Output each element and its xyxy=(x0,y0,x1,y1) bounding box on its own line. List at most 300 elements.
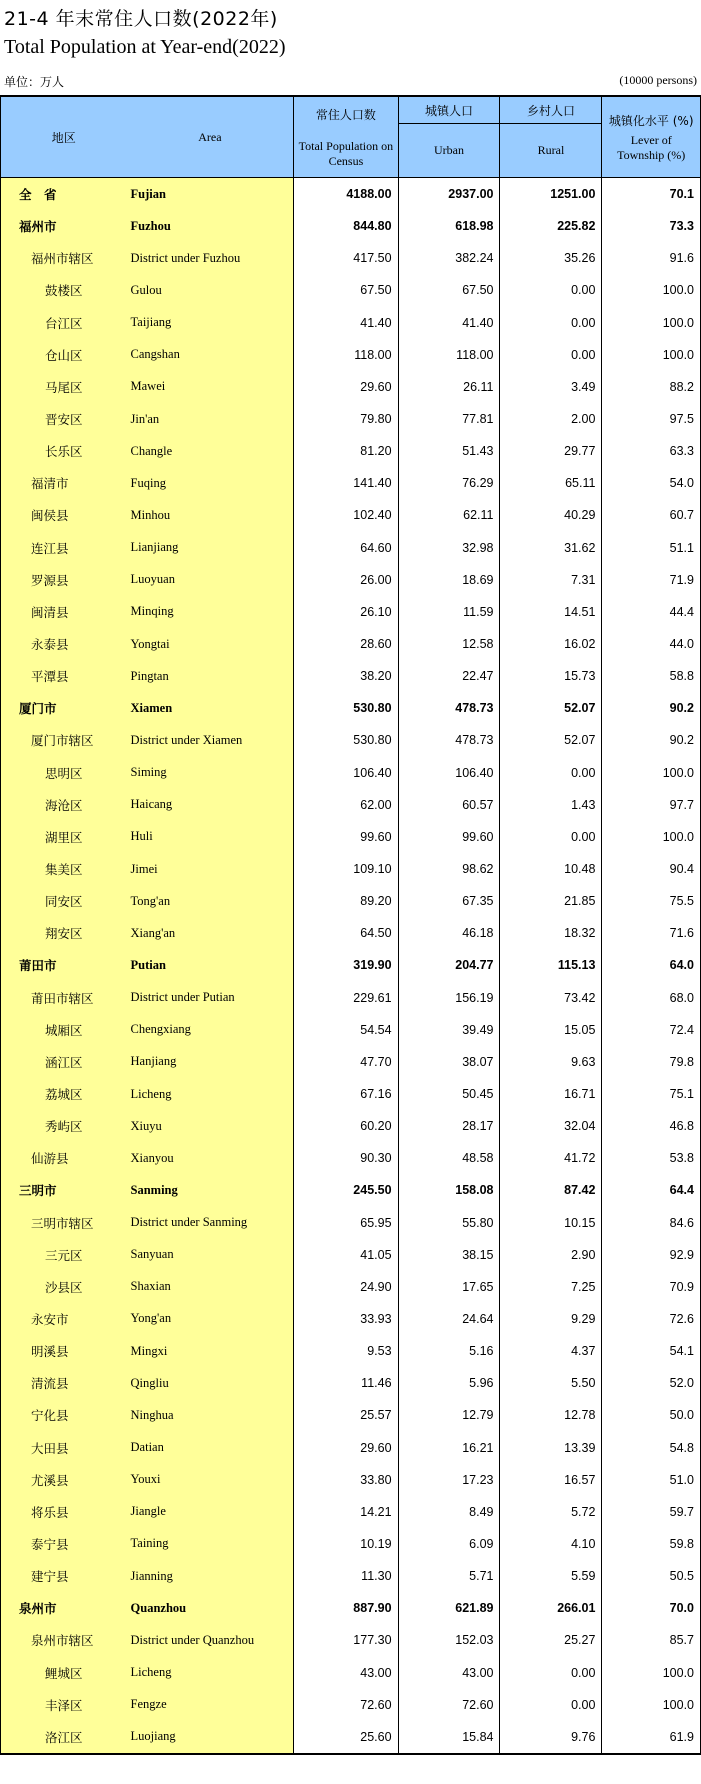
rural-population-cell: 52.07 xyxy=(500,724,602,756)
region-name-cn: 泰宁县 xyxy=(1,1528,127,1560)
rural-population-cell: 115.13 xyxy=(500,949,602,981)
rural-population-cell: 65.11 xyxy=(500,467,602,499)
table-row xyxy=(1,821,701,853)
township-level-cell: 84.6 xyxy=(602,1207,701,1239)
township-level-cell: 51.0 xyxy=(602,1464,701,1496)
table-row xyxy=(1,1656,701,1688)
table-row xyxy=(1,1207,701,1239)
region-name-cn: 荔城区 xyxy=(1,1078,127,1110)
township-level-cell: 44.0 xyxy=(602,628,701,660)
township-level-cell: 71.9 xyxy=(602,564,701,596)
region-name-cn: 明溪县 xyxy=(1,1335,127,1367)
total-population-cell: 26.10 xyxy=(294,596,398,628)
rural-population-cell: 41.72 xyxy=(500,1142,602,1174)
township-level-cell: 63.3 xyxy=(602,435,701,467)
urban-population-cell: 152.03 xyxy=(398,1624,500,1656)
rural-population-cell: 9.63 xyxy=(500,1046,602,1078)
total-population-cell: 65.95 xyxy=(294,1207,398,1239)
total-population-cell: 33.80 xyxy=(294,1464,398,1496)
total-population-cell: 89.20 xyxy=(294,885,398,917)
rural-population-cell: 0.00 xyxy=(500,821,602,853)
urban-population-cell: 60.57 xyxy=(398,789,500,821)
total-population-cell: 38.20 xyxy=(294,660,398,692)
urban-population-cell: 43.00 xyxy=(398,1656,500,1688)
rural-population-cell: 5.50 xyxy=(500,1367,602,1399)
header-urban-cn: 城镇人口 xyxy=(398,96,500,124)
urban-population-cell: 18.69 xyxy=(398,564,500,596)
township-level-cell: 59.7 xyxy=(602,1496,701,1528)
rural-population-cell: 0.00 xyxy=(500,757,602,789)
urban-population-cell: 48.58 xyxy=(398,1142,500,1174)
total-population-cell: 29.60 xyxy=(294,371,398,403)
total-population-cell: 41.40 xyxy=(294,307,398,339)
township-level-cell: 85.7 xyxy=(602,1624,701,1656)
region-name-cn: 城厢区 xyxy=(1,1014,127,1046)
header-rural-en: Rural xyxy=(500,124,602,178)
urban-population-cell: 15.84 xyxy=(398,1721,500,1754)
urban-population-cell: 478.73 xyxy=(398,724,500,756)
region-name-en: Fuzhou xyxy=(127,210,294,242)
region-name-cn: 大田县 xyxy=(1,1431,127,1463)
urban-population-cell: 16.21 xyxy=(398,1431,500,1463)
township-level-cell: 50.5 xyxy=(602,1560,701,1592)
region-name-cn: 福清市 xyxy=(1,467,127,499)
urban-population-cell: 28.17 xyxy=(398,1110,500,1142)
urban-population-cell: 77.81 xyxy=(398,403,500,435)
total-population-cell: 4188.00 xyxy=(294,178,398,211)
region-name-en: Pingtan xyxy=(127,660,294,692)
region-name-cn: 湖里区 xyxy=(1,821,127,853)
township-level-cell: 70.0 xyxy=(602,1592,701,1624)
header-urban-en: Urban xyxy=(398,124,500,178)
township-level-cell: 75.1 xyxy=(602,1078,701,1110)
urban-population-cell: 67.35 xyxy=(398,885,500,917)
rural-population-cell: 13.39 xyxy=(500,1431,602,1463)
region-name-en: Jiangle xyxy=(127,1496,294,1528)
urban-population-cell: 2937.00 xyxy=(398,178,500,211)
region-name-cn: 沙县区 xyxy=(1,1271,127,1303)
region-name-cn: 台江区 xyxy=(1,307,127,339)
urban-population-cell: 204.77 xyxy=(398,949,500,981)
rural-population-cell: 52.07 xyxy=(500,692,602,724)
total-population-cell: 47.70 xyxy=(294,1046,398,1078)
table-row xyxy=(1,210,701,242)
urban-population-cell: 12.58 xyxy=(398,628,500,660)
table-row xyxy=(1,274,701,306)
urban-population-cell: 51.43 xyxy=(398,435,500,467)
township-level-cell: 75.5 xyxy=(602,885,701,917)
rural-population-cell: 73.42 xyxy=(500,982,602,1014)
region-name-cn: 全 省 xyxy=(1,178,127,211)
table-row xyxy=(1,1335,701,1367)
rural-population-cell: 31.62 xyxy=(500,532,602,564)
table-row xyxy=(1,1592,701,1624)
township-level-cell: 68.0 xyxy=(602,982,701,1014)
township-level-cell: 64.0 xyxy=(602,949,701,981)
table-row xyxy=(1,1046,701,1078)
total-population-cell: 319.90 xyxy=(294,949,398,981)
urban-population-cell: 17.65 xyxy=(398,1271,500,1303)
table-row xyxy=(1,1624,701,1656)
rural-population-cell: 9.29 xyxy=(500,1303,602,1335)
urban-population-cell: 106.40 xyxy=(398,757,500,789)
header-level-en: Lever of Township (%) xyxy=(617,132,686,162)
urban-population-cell: 72.60 xyxy=(398,1689,500,1721)
region-name-cn: 连江县 xyxy=(1,532,127,564)
region-name-cn: 仓山区 xyxy=(1,339,127,371)
rural-population-cell: 225.82 xyxy=(500,210,602,242)
page-title-cn: 21-4 年末常住人口数(2022年) xyxy=(4,8,278,30)
region-name-en: Fujian xyxy=(127,178,294,211)
rural-population-cell: 7.31 xyxy=(500,564,602,596)
total-population-cell: 24.90 xyxy=(294,1271,398,1303)
urban-population-cell: 621.89 xyxy=(398,1592,500,1624)
urban-population-cell: 67.50 xyxy=(398,274,500,306)
table-row xyxy=(1,692,701,724)
region-name-cn: 罗源县 xyxy=(1,564,127,596)
total-population-cell: 417.50 xyxy=(294,242,398,274)
region-name-en: Putian xyxy=(127,949,294,981)
region-name-cn: 厦门市 xyxy=(1,692,127,724)
urban-population-cell: 478.73 xyxy=(398,692,500,724)
region-name-en: Jimei xyxy=(127,853,294,885)
total-population-cell: 25.60 xyxy=(294,1721,398,1754)
total-population-cell: 14.21 xyxy=(294,1496,398,1528)
table-row xyxy=(1,1721,701,1754)
urban-population-cell: 5.16 xyxy=(398,1335,500,1367)
region-name-en: Fuqing xyxy=(127,467,294,499)
rural-population-cell: 16.71 xyxy=(500,1078,602,1110)
region-name-cn: 莆田市 xyxy=(1,949,127,981)
header-region-cn: 地区 xyxy=(1,96,127,178)
region-name-en: Tong'an xyxy=(127,885,294,917)
rural-population-cell: 25.27 xyxy=(500,1624,602,1656)
rural-population-cell: 15.73 xyxy=(500,660,602,692)
total-population-cell: 29.60 xyxy=(294,1431,398,1463)
region-name-en: Haicang xyxy=(127,789,294,821)
township-level-cell: 71.6 xyxy=(602,917,701,949)
region-name-en: Chengxiang xyxy=(127,1014,294,1046)
urban-population-cell: 618.98 xyxy=(398,210,500,242)
region-name-cn: 宁化县 xyxy=(1,1399,127,1431)
region-name-cn: 尤溪县 xyxy=(1,1464,127,1496)
total-population-cell: 41.05 xyxy=(294,1239,398,1271)
urban-population-cell: 62.11 xyxy=(398,499,500,531)
township-level-cell: 70.1 xyxy=(602,178,701,211)
table-row xyxy=(1,853,701,885)
region-name-en: Youxi xyxy=(127,1464,294,1496)
table-row xyxy=(1,1174,701,1206)
township-level-cell: 88.2 xyxy=(602,371,701,403)
township-level-cell: 100.0 xyxy=(602,274,701,306)
region-name-en: Taining xyxy=(127,1528,294,1560)
rural-population-cell: 2.00 xyxy=(500,403,602,435)
total-population-cell: 11.46 xyxy=(294,1367,398,1399)
region-name-cn: 晋安区 xyxy=(1,403,127,435)
region-name-en: District under Putian xyxy=(127,982,294,1014)
rural-population-cell: 1251.00 xyxy=(500,178,602,211)
region-name-en: District under Quanzhou xyxy=(127,1624,294,1656)
urban-population-cell: 6.09 xyxy=(398,1528,500,1560)
region-name-cn: 莆田市辖区 xyxy=(1,982,127,1014)
urban-population-cell: 22.47 xyxy=(398,660,500,692)
rural-population-cell: 15.05 xyxy=(500,1014,602,1046)
total-population-cell: 229.61 xyxy=(294,982,398,1014)
table-row xyxy=(1,1560,701,1592)
region-name-cn: 闽清县 xyxy=(1,596,127,628)
urban-population-cell: 76.29 xyxy=(398,467,500,499)
region-name-cn: 鲤城区 xyxy=(1,1656,127,1688)
urban-population-cell: 99.60 xyxy=(398,821,500,853)
rural-population-cell: 87.42 xyxy=(500,1174,602,1206)
table-row xyxy=(1,1142,701,1174)
township-level-cell: 90.2 xyxy=(602,724,701,756)
total-population-cell: 102.40 xyxy=(294,499,398,531)
region-name-cn: 永泰县 xyxy=(1,628,127,660)
table-row xyxy=(1,724,701,756)
table-row xyxy=(1,628,701,660)
region-name-en: Xiamen xyxy=(127,692,294,724)
total-population-cell: 64.50 xyxy=(294,917,398,949)
urban-population-cell: 11.59 xyxy=(398,596,500,628)
total-population-cell: 72.60 xyxy=(294,1689,398,1721)
township-level-cell: 100.0 xyxy=(602,307,701,339)
urban-population-cell: 41.40 xyxy=(398,307,500,339)
township-level-cell: 61.9 xyxy=(602,1721,701,1754)
region-name-cn: 福州市辖区 xyxy=(1,242,127,274)
table-row xyxy=(1,499,701,531)
rural-population-cell: 40.29 xyxy=(500,499,602,531)
table-row xyxy=(1,339,701,371)
region-name-cn: 秀屿区 xyxy=(1,1110,127,1142)
township-level-cell: 52.0 xyxy=(602,1367,701,1399)
total-population-cell: 67.16 xyxy=(294,1078,398,1110)
table-row xyxy=(1,532,701,564)
region-name-en: Gulou xyxy=(127,274,294,306)
unit-label-en: (10000 persons) xyxy=(619,73,697,87)
table-row xyxy=(1,307,701,339)
township-level-cell: 97.7 xyxy=(602,789,701,821)
table-row xyxy=(1,1367,701,1399)
region-name-en: Jianning xyxy=(127,1560,294,1592)
total-population-cell: 67.50 xyxy=(294,274,398,306)
region-name-cn: 福州市 xyxy=(1,210,127,242)
rural-population-cell: 5.59 xyxy=(500,1560,602,1592)
township-level-cell: 73.3 xyxy=(602,210,701,242)
region-name-cn: 仙游县 xyxy=(1,1142,127,1174)
total-population-cell: 118.00 xyxy=(294,339,398,371)
township-level-cell: 58.8 xyxy=(602,660,701,692)
township-level-cell: 100.0 xyxy=(602,1689,701,1721)
region-name-en: Xiuyu xyxy=(127,1110,294,1142)
urban-population-cell: 46.18 xyxy=(398,917,500,949)
table-row xyxy=(1,1496,701,1528)
total-population-cell: 10.19 xyxy=(294,1528,398,1560)
township-level-cell: 90.2 xyxy=(602,692,701,724)
rural-population-cell: 12.78 xyxy=(500,1399,602,1431)
urban-population-cell: 38.15 xyxy=(398,1239,500,1271)
region-name-cn: 洛江区 xyxy=(1,1721,127,1754)
header-rural-cn: 乡村人口 xyxy=(500,96,602,124)
rural-population-cell: 0.00 xyxy=(500,339,602,371)
region-name-en: Taijiang xyxy=(127,307,294,339)
region-name-en: Yong'an xyxy=(127,1303,294,1335)
urban-population-cell: 50.45 xyxy=(398,1078,500,1110)
total-population-cell: 99.60 xyxy=(294,821,398,853)
township-level-cell: 70.9 xyxy=(602,1271,701,1303)
table-row xyxy=(1,1239,701,1271)
total-population-cell: 177.30 xyxy=(294,1624,398,1656)
region-name-cn: 海沧区 xyxy=(1,789,127,821)
region-name-en: Huli xyxy=(127,821,294,853)
region-name-en: District under Xiamen xyxy=(127,724,294,756)
region-name-cn: 厦门市辖区 xyxy=(1,724,127,756)
rural-population-cell: 35.26 xyxy=(500,242,602,274)
region-name-en: Xianyou xyxy=(127,1142,294,1174)
rural-population-cell: 0.00 xyxy=(500,1689,602,1721)
table-row xyxy=(1,242,701,274)
region-name-en: Yongtai xyxy=(127,628,294,660)
header-total xyxy=(294,96,398,178)
total-population-cell: 81.20 xyxy=(294,435,398,467)
region-name-cn: 集美区 xyxy=(1,853,127,885)
total-population-cell: 79.80 xyxy=(294,403,398,435)
region-name-en: District under Fuzhou xyxy=(127,242,294,274)
table-header xyxy=(1,96,701,178)
region-name-cn: 三元区 xyxy=(1,1239,127,1271)
township-level-cell: 46.8 xyxy=(602,1110,701,1142)
region-name-cn: 平潭县 xyxy=(1,660,127,692)
rural-population-cell: 16.02 xyxy=(500,628,602,660)
urban-population-cell: 118.00 xyxy=(398,339,500,371)
region-name-en: Jin'an xyxy=(127,403,294,435)
township-level-cell: 64.4 xyxy=(602,1174,701,1206)
table-row xyxy=(1,1464,701,1496)
table-row xyxy=(1,1399,701,1431)
table-row xyxy=(1,757,701,789)
township-level-cell: 54.8 xyxy=(602,1431,701,1463)
urban-population-cell: 39.49 xyxy=(398,1014,500,1046)
total-population-cell: 33.93 xyxy=(294,1303,398,1335)
urban-population-cell: 55.80 xyxy=(398,1207,500,1239)
total-population-cell: 106.40 xyxy=(294,757,398,789)
region-name-en: Minqing xyxy=(127,596,294,628)
region-name-cn: 清流县 xyxy=(1,1367,127,1399)
township-level-cell: 72.6 xyxy=(602,1303,701,1335)
rural-population-cell: 16.57 xyxy=(500,1464,602,1496)
table-row xyxy=(1,403,701,435)
region-name-en: Ninghua xyxy=(127,1399,294,1431)
region-name-en: Sanyuan xyxy=(127,1239,294,1271)
region-name-cn: 马尾区 xyxy=(1,371,127,403)
table-row xyxy=(1,371,701,403)
total-population-cell: 530.80 xyxy=(294,692,398,724)
urban-population-cell: 382.24 xyxy=(398,242,500,274)
table-row xyxy=(1,660,701,692)
table-row xyxy=(1,467,701,499)
township-level-cell: 60.7 xyxy=(602,499,701,531)
region-name-cn: 泉州市 xyxy=(1,1592,127,1624)
region-name-cn: 同安区 xyxy=(1,885,127,917)
township-level-cell: 100.0 xyxy=(602,339,701,371)
urban-population-cell: 12.79 xyxy=(398,1399,500,1431)
region-name-en: Minhou xyxy=(127,499,294,531)
region-name-en: Changle xyxy=(127,435,294,467)
total-population-cell: 141.40 xyxy=(294,467,398,499)
urban-population-cell: 156.19 xyxy=(398,982,500,1014)
total-population-cell: 64.60 xyxy=(294,532,398,564)
total-population-cell: 28.60 xyxy=(294,628,398,660)
region-name-en: Fengze xyxy=(127,1689,294,1721)
total-population-cell: 54.54 xyxy=(294,1014,398,1046)
township-level-cell: 51.1 xyxy=(602,532,701,564)
rural-population-cell: 0.00 xyxy=(500,307,602,339)
region-name-cn: 将乐县 xyxy=(1,1496,127,1528)
region-name-cn: 三明市 xyxy=(1,1174,127,1206)
region-name-cn: 泉州市辖区 xyxy=(1,1624,127,1656)
urban-population-cell: 26.11 xyxy=(398,371,500,403)
rural-population-cell: 29.77 xyxy=(500,435,602,467)
region-name-en: Lianjiang xyxy=(127,532,294,564)
table-row xyxy=(1,178,701,211)
rural-population-cell: 14.51 xyxy=(500,596,602,628)
region-name-cn: 思明区 xyxy=(1,757,127,789)
region-name-en: District under Sanming xyxy=(127,1207,294,1239)
township-level-cell: 100.0 xyxy=(602,821,701,853)
urban-population-cell: 38.07 xyxy=(398,1046,500,1078)
rural-population-cell: 32.04 xyxy=(500,1110,602,1142)
urban-population-cell: 8.49 xyxy=(398,1496,500,1528)
unit-label-cn: 单位：万人 xyxy=(4,75,65,89)
region-name-en: Mingxi xyxy=(127,1335,294,1367)
region-name-cn: 闽侯县 xyxy=(1,499,127,531)
table-row xyxy=(1,1689,701,1721)
rural-population-cell: 4.37 xyxy=(500,1335,602,1367)
region-name-en: Xiang'an xyxy=(127,917,294,949)
region-name-en: Datian xyxy=(127,1431,294,1463)
township-level-cell: 53.8 xyxy=(602,1142,701,1174)
township-level-cell: 92.9 xyxy=(602,1239,701,1271)
rural-population-cell: 1.43 xyxy=(500,789,602,821)
region-name-en: Licheng xyxy=(127,1078,294,1110)
township-level-cell: 50.0 xyxy=(602,1399,701,1431)
population-table xyxy=(0,95,701,1755)
township-level-cell: 100.0 xyxy=(602,1656,701,1688)
total-population-cell: 530.80 xyxy=(294,724,398,756)
township-level-cell: 91.6 xyxy=(602,242,701,274)
table-row xyxy=(1,564,701,596)
region-name-cn: 建宁县 xyxy=(1,1560,127,1592)
urban-population-cell: 98.62 xyxy=(398,853,500,885)
region-name-cn: 长乐区 xyxy=(1,435,127,467)
urban-population-cell: 5.71 xyxy=(398,1560,500,1592)
urban-population-cell: 158.08 xyxy=(398,1174,500,1206)
township-level-cell: 79.8 xyxy=(602,1046,701,1078)
region-name-en: Luoyuan xyxy=(127,564,294,596)
urban-population-cell: 32.98 xyxy=(398,532,500,564)
rural-population-cell: 4.10 xyxy=(500,1528,602,1560)
township-level-cell: 54.0 xyxy=(602,467,701,499)
region-name-cn: 丰泽区 xyxy=(1,1689,127,1721)
table-row xyxy=(1,1110,701,1142)
rural-population-cell: 10.15 xyxy=(500,1207,602,1239)
urban-population-cell: 17.23 xyxy=(398,1464,500,1496)
region-name-en: Quanzhou xyxy=(127,1592,294,1624)
urban-population-cell: 5.96 xyxy=(398,1367,500,1399)
header-level xyxy=(602,96,701,178)
township-level-cell: 90.4 xyxy=(602,853,701,885)
township-level-cell: 97.5 xyxy=(602,403,701,435)
